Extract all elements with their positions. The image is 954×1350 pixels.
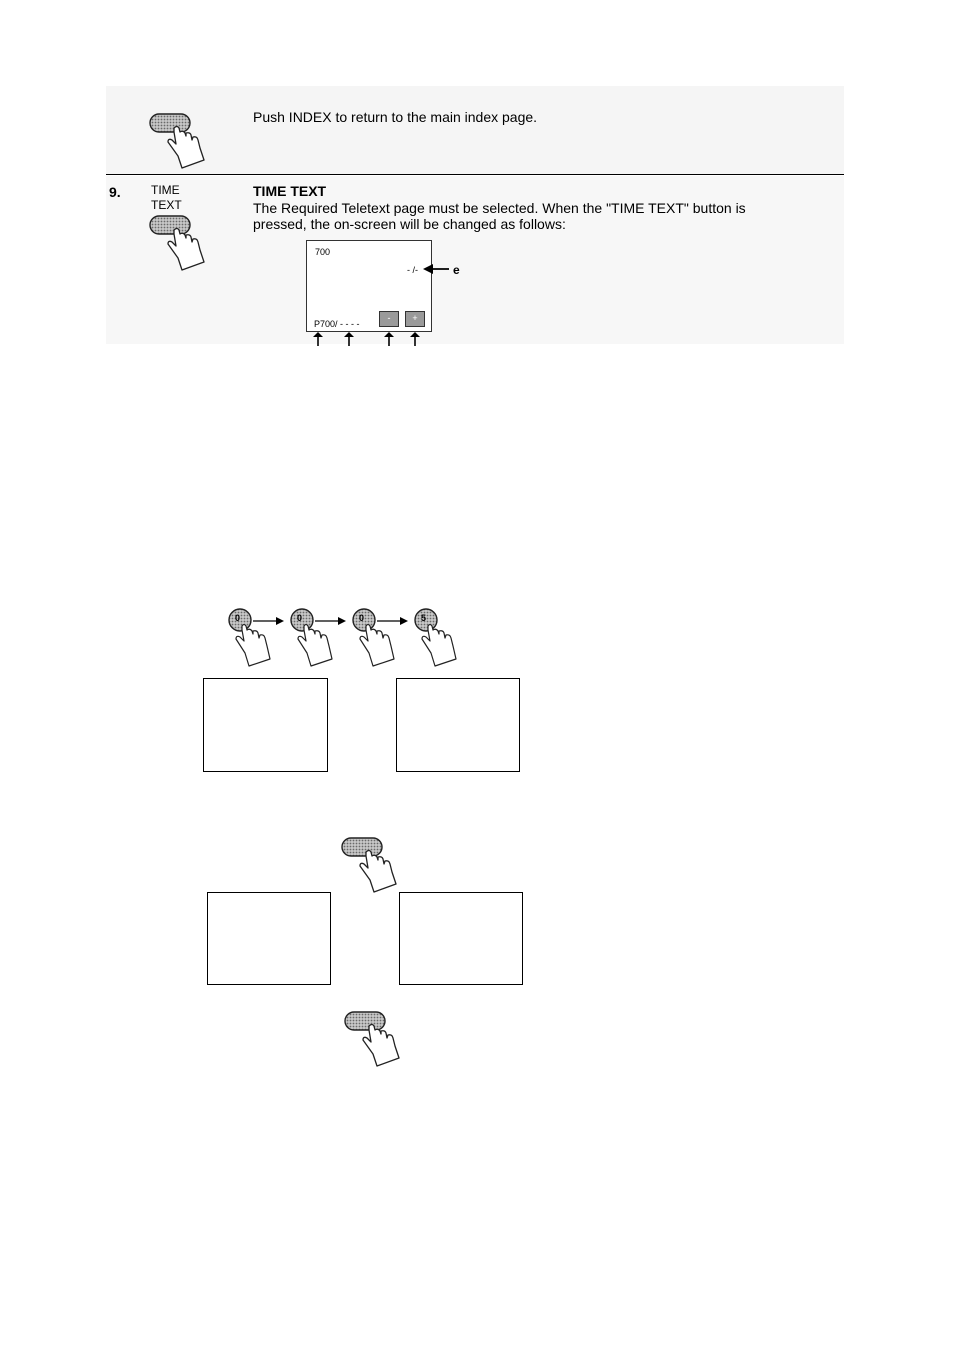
up-arrow-icon — [383, 332, 395, 346]
time-text-button-label-line1: TIME — [151, 183, 180, 197]
screen-plus-box: + — [405, 311, 425, 327]
digit-key-label: 0 — [359, 613, 365, 623]
screen-frame — [396, 678, 520, 772]
screen-frame — [399, 892, 523, 985]
up-arrow-icon — [409, 332, 421, 346]
up-arrow-icon — [343, 332, 355, 346]
digit-key-label: 5 — [421, 613, 427, 623]
screen-bottom-code: P700/ - - - - — [314, 319, 360, 329]
screen-minus-box: - — [379, 311, 399, 327]
time-text-button-label-line2: TEXT — [151, 198, 182, 212]
button-hand-icon[interactable] — [343, 1010, 413, 1072]
screen-callout-letter: e — [453, 263, 460, 277]
step-number: 9. — [109, 184, 121, 200]
section-divider — [106, 174, 844, 175]
screen-page-number: 700 — [315, 247, 331, 257]
time-text-description-line2: pressed, the on-screen will be changed as follows: — [253, 216, 566, 232]
index-instruction-text: Push INDEX to return to the main index page. — [253, 109, 538, 125]
screen-frame — [203, 678, 328, 772]
up-arrow-icon — [312, 332, 324, 346]
callout-arrow-left-icon — [423, 263, 449, 275]
index-button-hand-icon[interactable] — [148, 112, 218, 174]
time-text-description-line1: The Required Teletext page must be selected. When the "TIME TEXT" button is — [253, 200, 746, 216]
digit-key-label: 0 — [235, 613, 241, 623]
time-text-button-hand-icon[interactable] — [148, 214, 218, 276]
time-text-heading: TIME TEXT — [253, 183, 327, 199]
digit-key-label: 0 — [297, 613, 303, 623]
screen-frame — [207, 892, 331, 985]
screen-time-display: - /- — [407, 265, 418, 275]
button-hand-icon[interactable] — [340, 836, 410, 898]
